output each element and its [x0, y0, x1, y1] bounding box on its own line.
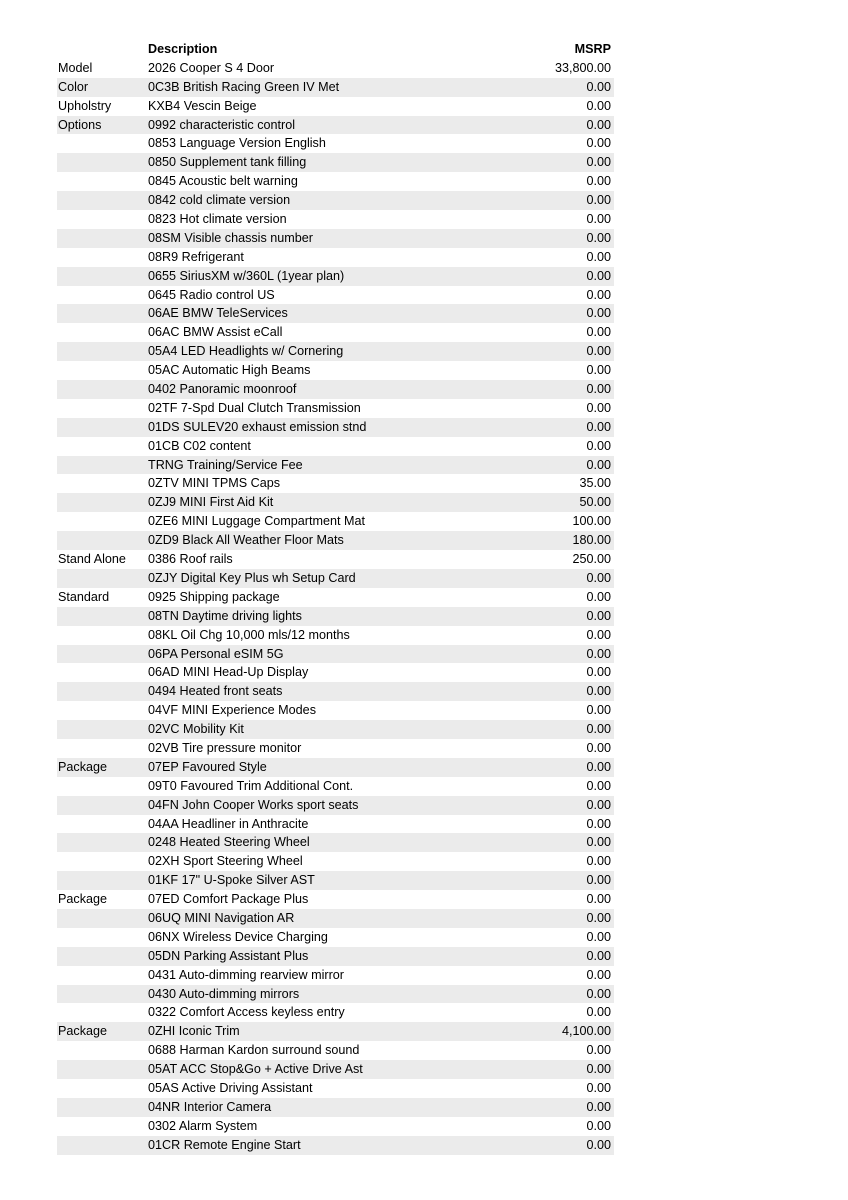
msrp-cell: 0.00	[586, 835, 611, 850]
msrp-cell: 0.00	[586, 1062, 611, 1077]
table-row	[57, 928, 614, 947]
msrp-cell: 0.00	[586, 759, 611, 774]
table-body	[57, 59, 614, 1155]
msrp-cell: 0.00	[586, 646, 611, 661]
msrp-cell: 0.00	[586, 212, 611, 227]
msrp-cell: 0.00	[586, 98, 611, 113]
table-row	[57, 267, 614, 286]
msrp-cell: 0.00	[586, 174, 611, 189]
description-cell: 0ZHI Iconic Trim	[148, 1024, 240, 1039]
msrp-cell: 0.00	[586, 438, 611, 453]
table-row	[57, 758, 614, 777]
msrp-cell: 0.00	[586, 892, 611, 907]
msrp-cell: 0.00	[586, 1137, 611, 1152]
description-cell: 0853 Language Version English	[148, 136, 326, 151]
description-cell: 0655 SiriusXM w/360L (1year plan)	[148, 268, 345, 283]
description-cell: 06AC BMW Assist eCall	[148, 325, 283, 340]
msrp-cell: 0.00	[586, 1043, 611, 1058]
description-cell: 0ZD9 Black All Weather Floor Mats	[148, 533, 344, 548]
table-row	[57, 777, 614, 796]
msrp-cell: 0.00	[586, 136, 611, 151]
msrp-cell: 0.00	[586, 816, 611, 831]
table-row	[57, 286, 614, 305]
table-row	[57, 682, 614, 701]
msrp-cell: 0.00	[586, 986, 611, 1001]
description-cell: 04NR Interior Camera	[148, 1099, 272, 1114]
table-row	[57, 512, 614, 531]
table-row	[57, 380, 614, 399]
table-row	[57, 437, 614, 456]
msrp-cell: 0.00	[586, 457, 611, 472]
description-cell: 01KF 17" U-Spoke Silver AST	[148, 873, 315, 888]
category-cell: Package	[58, 1024, 108, 1039]
category-cell: Color	[58, 79, 89, 94]
table-row	[57, 720, 614, 739]
description-cell: 01CB C02 content	[148, 438, 251, 453]
description-cell: 08TN Daytime driving lights	[148, 608, 302, 623]
msrp-cell: 250.00	[572, 552, 611, 567]
description-cell: 0845 Acoustic belt warning	[148, 174, 298, 189]
table-row	[57, 1136, 614, 1155]
table-row	[57, 833, 614, 852]
msrp-cell: 35.00	[579, 476, 611, 491]
description-cell: 04VF MINI Experience Modes	[148, 703, 316, 718]
table-row	[57, 304, 614, 323]
table-row	[57, 456, 614, 475]
description-cell: 0ZTV MINI TPMS Caps	[148, 476, 281, 491]
description-cell: 0402 Panoramic moonroof	[148, 382, 297, 397]
msrp-cell: 33,800.00	[554, 60, 611, 75]
table-header-row	[57, 40, 614, 59]
msrp-cell: 0.00	[586, 589, 611, 604]
table-row	[57, 739, 614, 758]
msrp-cell: 0.00	[586, 193, 611, 208]
msrp-column-header: MSRP	[574, 42, 611, 56]
msrp-cell: 0.00	[586, 117, 611, 132]
table-row	[57, 1041, 614, 1060]
description-cell: 0850 Supplement tank filling	[148, 155, 307, 170]
description-cell: 04AA Headliner in Anthracite	[148, 816, 309, 831]
msrp-cell: 0.00	[586, 740, 611, 755]
table-row	[57, 852, 614, 871]
table-row	[57, 191, 614, 210]
description-cell: 09T0 Favoured Trim Additional Cont.	[148, 778, 354, 793]
table-row	[57, 116, 614, 135]
table-row	[57, 493, 614, 512]
msrp-cell: 0.00	[586, 778, 611, 793]
msrp-cell: 0.00	[586, 627, 611, 642]
description-cell: 0ZJY Digital Key Plus wh Setup Card	[148, 570, 356, 585]
description-cell: 0ZJ9 MINI First Aid Kit	[148, 495, 274, 510]
msrp-cell: 0.00	[586, 306, 611, 321]
table-row	[57, 531, 614, 550]
category-cell: Package	[58, 759, 108, 774]
msrp-cell: 4,100.00	[561, 1024, 611, 1039]
description-cell: 0386 Roof rails	[148, 552, 233, 567]
msrp-cell: 0.00	[586, 344, 611, 359]
table-row	[57, 890, 614, 909]
table-row	[57, 342, 614, 361]
msrp-cell: 0.00	[586, 325, 611, 340]
msrp-cell: 0.00	[586, 1080, 611, 1095]
msrp-cell: 0.00	[586, 854, 611, 869]
table-row	[57, 78, 614, 97]
description-cell: 07EP Favoured Style	[148, 759, 267, 774]
table-row	[57, 361, 614, 380]
table-row	[57, 248, 614, 267]
msrp-cell: 0.00	[586, 419, 611, 434]
msrp-cell: 0.00	[586, 268, 611, 283]
table-row	[57, 815, 614, 834]
description-cell: 06UQ MINI Navigation AR	[148, 910, 295, 925]
msrp-cell: 0.00	[586, 1005, 611, 1020]
table-row	[57, 985, 614, 1004]
description-cell: 05DN Parking Assistant Plus	[148, 948, 309, 963]
description-cell: 02VC Mobility Kit	[148, 722, 244, 737]
table-row	[57, 701, 614, 720]
msrp-cell: 0.00	[586, 79, 611, 94]
table-row	[57, 645, 614, 664]
table-row	[57, 1079, 614, 1098]
table-row	[57, 626, 614, 645]
msrp-cell: 0.00	[586, 665, 611, 680]
table-row	[57, 947, 614, 966]
description-cell: 0ZE6 MINI Luggage Compartment Mat	[148, 514, 365, 529]
msrp-cell: 0.00	[586, 400, 611, 415]
category-cell: Options	[58, 117, 102, 132]
table-row	[57, 323, 614, 342]
description-cell: 0302 Alarm System	[148, 1118, 258, 1133]
msrp-cell: 0.00	[586, 948, 611, 963]
table-row	[57, 1022, 614, 1041]
category-cell: Upholstry	[58, 98, 112, 113]
table-row	[57, 796, 614, 815]
description-cell: 06NX Wireless Device Charging	[148, 929, 328, 944]
msrp-cell: 0.00	[586, 967, 611, 982]
msrp-cell: 180.00	[572, 533, 611, 548]
description-cell: 0842 cold climate version	[148, 193, 291, 208]
description-cell: 01DS SULEV20 exhaust emission stnd	[148, 419, 367, 434]
description-cell: 0431 Auto-dimming rearview mirror	[148, 967, 344, 982]
description-cell: 06AD MINI Head-Up Display	[148, 665, 309, 680]
table-row	[57, 569, 614, 588]
table-row	[57, 588, 614, 607]
msrp-cell: 0.00	[586, 287, 611, 302]
table-row	[57, 229, 614, 248]
description-cell: 08SM Visible chassis number	[148, 230, 313, 245]
table-row	[57, 1098, 614, 1117]
msrp-cell: 0.00	[586, 249, 611, 264]
description-cell: KXB4 Vescin Beige	[148, 98, 257, 113]
table-row	[57, 172, 614, 191]
msrp-cell: 0.00	[586, 722, 611, 737]
table-row	[57, 474, 614, 493]
description-cell: 08R9 Refrigerant	[148, 249, 244, 264]
description-cell: 0430 Auto-dimming mirrors	[148, 986, 300, 1001]
description-cell: 04FN John Cooper Works sport seats	[148, 797, 359, 812]
description-cell: 2026 Cooper S 4 Door	[148, 60, 275, 75]
description-cell: 0925 Shipping package	[148, 589, 280, 604]
description-cell: 0823 Hot climate version	[148, 212, 287, 227]
category-cell: Stand Alone	[58, 552, 126, 567]
category-cell: Standard	[58, 589, 110, 604]
msrp-cell: 0.00	[586, 910, 611, 925]
table-row	[57, 1060, 614, 1079]
table-row	[57, 1003, 614, 1022]
msrp-cell: 0.00	[586, 797, 611, 812]
table-row	[57, 607, 614, 626]
description-cell: 05AT ACC Stop&Go + Active Drive Ast	[148, 1062, 363, 1077]
description-cell: TRNG Training/Service Fee	[148, 457, 303, 472]
description-cell: 0688 Harman Kardon surround sound	[148, 1043, 360, 1058]
table-row	[57, 663, 614, 682]
description-cell: 0992 characteristic control	[148, 117, 295, 132]
description-cell: 07ED Comfort Package Plus	[148, 892, 309, 907]
table-row	[57, 871, 614, 890]
msrp-cell: 0.00	[586, 570, 611, 585]
msrp-cell: 100.00	[572, 514, 611, 529]
msrp-cell: 0.00	[586, 1118, 611, 1133]
table-row	[57, 966, 614, 985]
table-row	[57, 97, 614, 116]
msrp-cell: 0.00	[586, 363, 611, 378]
table-row	[57, 909, 614, 928]
description-cell: 01CR Remote Engine Start	[148, 1137, 301, 1152]
table-row	[57, 153, 614, 172]
msrp-cell: 0.00	[586, 703, 611, 718]
table-row	[57, 134, 614, 153]
options-table	[57, 40, 614, 1155]
description-cell: 05AS Active Driving Assistant	[148, 1080, 313, 1095]
msrp-cell: 0.00	[586, 684, 611, 699]
category-cell: Model	[58, 60, 93, 75]
msrp-cell: 0.00	[586, 608, 611, 623]
table-row	[57, 550, 614, 569]
msrp-cell: 0.00	[586, 382, 611, 397]
description-cell: 02VB Tire pressure monitor	[148, 740, 302, 755]
table-row	[57, 210, 614, 229]
msrp-cell: 50.00	[579, 495, 611, 510]
category-cell: Package	[58, 892, 108, 907]
description-cell: 0C3B British Racing Green IV Met	[148, 79, 340, 94]
msrp-cell: 0.00	[586, 873, 611, 888]
description-cell: 02TF 7-Spd Dual Clutch Transmission	[148, 400, 361, 415]
msrp-cell: 0.00	[586, 929, 611, 944]
table-row	[57, 59, 614, 78]
msrp-cell: 0.00	[586, 155, 611, 170]
description-cell: 0248 Heated Steering Wheel	[148, 835, 310, 850]
description-cell: 06AE BMW TeleServices	[148, 306, 288, 321]
msrp-cell: 0.00	[586, 1099, 611, 1114]
description-column-header: Description	[148, 42, 218, 56]
description-cell: 08KL Oil Chg 10,000 mls/12 months	[148, 627, 350, 642]
description-cell: 06PA Personal eSIM 5G	[148, 646, 284, 661]
table-row	[57, 1117, 614, 1136]
description-cell: 05A4 LED Headlights w/ Cornering	[148, 344, 344, 359]
msrp-cell: 0.00	[586, 230, 611, 245]
description-cell: 0494 Heated front seats	[148, 684, 283, 699]
table-row	[57, 399, 614, 418]
description-cell: 05AC Automatic High Beams	[148, 363, 311, 378]
description-cell: 02XH Sport Steering Wheel	[148, 854, 303, 869]
description-cell: 0645 Radio control US	[148, 287, 275, 302]
description-cell: 0322 Comfort Access keyless entry	[148, 1005, 345, 1020]
table-row	[57, 418, 614, 437]
